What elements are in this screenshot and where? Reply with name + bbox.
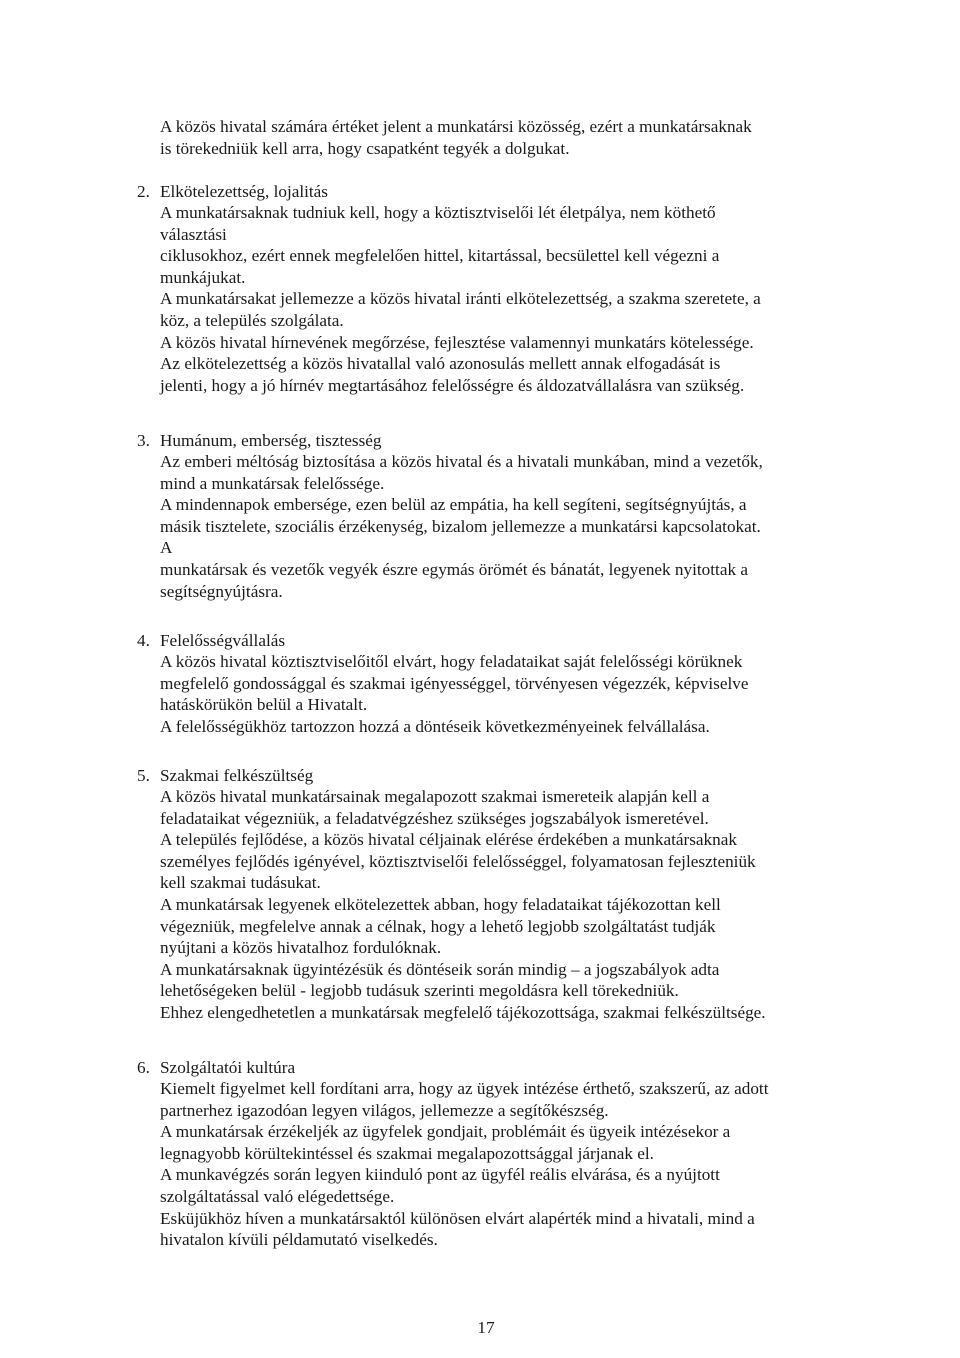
section-4-heading: [137, 630, 850, 652]
section-5-line: A munkatársaknak ügyintézésük és döntéseik során mindig – a jogszabályok adta: [160, 959, 720, 979]
section-6-line: Kiemelt figyelmet kell fordítani arra, hogy az ügyek intézése érthető, szakszerű, az adott: [160, 1079, 769, 1098]
intro-line-2: is törekedniük kell arra, hogy csapatként tegyék a dolgukat.: [160, 138, 570, 158]
section-2-line: választási: [160, 224, 227, 244]
section-2-line: jelenti, hogy a jó hírnév megtartásához felelősségre és áldozatvállalásra van szükség.: [160, 375, 745, 395]
section-6-line: legnagyobb körültekintéssel és szakmai megalapozottsággal járjanak el.: [160, 1143, 654, 1163]
intro-paragraph: [160, 116, 850, 159]
section-5-line: A közös hivatal munkatársainak megalapozott szakmai ismereteik alapján kell a: [160, 787, 710, 806]
section-6-heading: [137, 1057, 850, 1079]
section-2-line: ciklusokhoz, ezért ennek megfelelően hittel, kitartással, becsülettel kell végezni a: [160, 246, 720, 266]
section-3-line: munkatársak és vezetők vegyék észre egymás örömét és bánatát, legyenek nyitottak a: [160, 559, 748, 579]
section-2-heading: [137, 181, 850, 203]
section-4-number: 4.: [137, 631, 150, 650]
section-5-body: [160, 786, 850, 1024]
section-5-line: A település fejlődése, a közös hivatal céljainak elérése érdekében a munkatársaknak: [160, 830, 737, 850]
section-3-heading: [137, 430, 850, 452]
section-5-line: kell szakmai tudásukat.: [160, 873, 321, 893]
section-3-line: A: [160, 538, 173, 558]
section-5-line: A munkatársak legyenek elkötelezettek abban, hogy feladataikat tájékozottan kell: [160, 894, 721, 914]
section-5-line: lehetőségeken belül - legjobb tudásuk szerinti megoldásra kell törekedniük.: [160, 981, 679, 1001]
page-number: 17: [477, 1318, 495, 1337]
section-5-line: végezniük, megfelelve annak a célnak, hogy a lehető legjobb szolgáltatást tudják: [160, 916, 716, 936]
section-5-title: Szakmai felkészültség: [160, 766, 314, 785]
section-4-line: hatáskörükön belül a Hivatalt.: [160, 695, 368, 715]
section-5-line: nyújtani a közös hivatalhoz fordulóknak.: [160, 938, 442, 958]
section-2-line: Az elkötelezettség a közös hivatallal való azonosulás mellett annak elfogadását is: [160, 354, 721, 374]
section-3-line: segítségnyújtásra.: [160, 581, 283, 601]
section-4-body: [160, 651, 850, 737]
section-6-line: hivatalon kívüli példamutató viselkedés.: [160, 1230, 438, 1250]
section-5-line: feladataikat végezniük, a feladatvégzéshez szükséges jogszabályok ismeretével.: [160, 808, 709, 828]
section-6-line: Esküjükhöz híven a munkatársaktól különösen elvárt alapérték mind a hivatali, mind a: [160, 1208, 755, 1228]
section-3-number: 3.: [137, 431, 150, 450]
section-3-title: Humánum, emberség, tisztesség: [160, 431, 382, 450]
section-3-line: Az emberi méltóság biztosítása a közös hivatal és a hivatali munkában, mind a vezetők,: [160, 452, 763, 471]
section-4-line: A közös hivatal köztisztviselőitől elvárt, hogy feladataikat saját felelősségi körüknek: [160, 652, 743, 671]
section-5-number: 5.: [137, 766, 150, 785]
section-2-line: munkájukat.: [160, 267, 246, 287]
section-6-title: Szolgáltatói kultúra: [160, 1058, 296, 1077]
section-6-body: [160, 1078, 850, 1251]
section-6-number: 6.: [137, 1058, 150, 1077]
section-2-title: Elkötelezettség, lojalitás: [160, 182, 328, 201]
section-5-line: Ehhez elengedhetetlen a munkatársak megfelelő tájékozottsága, szakmai felkészültsége.: [160, 1002, 766, 1022]
section-2-line: köz, a település szolgálata.: [160, 310, 344, 330]
section-5-line: személyes fejlődés igényével, köztisztviselői felelősséggel, folyamatosan fejleszteniük: [160, 851, 756, 871]
section-2-line: A közös hivatal hírnevének megőrzése, fejlesztése valamennyi munkatárs kötelessége.: [160, 332, 754, 352]
section-3-line: másik tisztelete, szociális érzékenység, bizalom jellemezze a munkatársi kapcsolatokat.: [160, 516, 761, 536]
section-6-line: A munkatársak érzékeljék az ügyfelek gondjait, problémáit és ügyeik intézésekor a: [160, 1122, 731, 1142]
section-4-line: megfelelő gondossággal és szakmai igényességgel, törvényesen végezzék, képviselve: [160, 673, 749, 693]
section-2-body: [160, 202, 850, 396]
section-6-line: A munkavégzés során legyen kiinduló pont az ügyfél reális elvárása, és a nyújtott: [160, 1165, 720, 1185]
section-2-line: A munkatársaknak tudniuk kell, hogy a köztisztviselői lét életpálya, nem köthető: [160, 203, 716, 222]
intro-line-1: A közös hivatal számára értéket jelent a munkatársi közösség, ezért a munkatársaknak: [160, 117, 752, 136]
section-3-line: A mindennapok embersége, ezen belül az empátia, ha kell segíteni, segítségnyújtás, a: [160, 495, 747, 515]
section-4-line: A felelősségükhöz tartozzon hozzá a döntéseik következményeinek felvállalása.: [160, 716, 710, 736]
section-5-heading: [137, 765, 850, 787]
section-3-body: [160, 451, 850, 602]
section-3-line: mind a munkatársak felelőssége.: [160, 473, 385, 493]
section-4-title: Felelősségvállalás: [160, 631, 286, 650]
section-2-number: 2.: [137, 182, 150, 201]
section-2-line: A munkatársakat jellemezze a közös hivatal iránti elkötelezettség, a szakma szeretete, a: [160, 289, 761, 309]
section-6-line: szolgáltatással való elégedettsége.: [160, 1186, 395, 1206]
section-6-line: partnerhez igazodóan legyen világos, jellemezze a segítőkészség.: [160, 1100, 609, 1120]
